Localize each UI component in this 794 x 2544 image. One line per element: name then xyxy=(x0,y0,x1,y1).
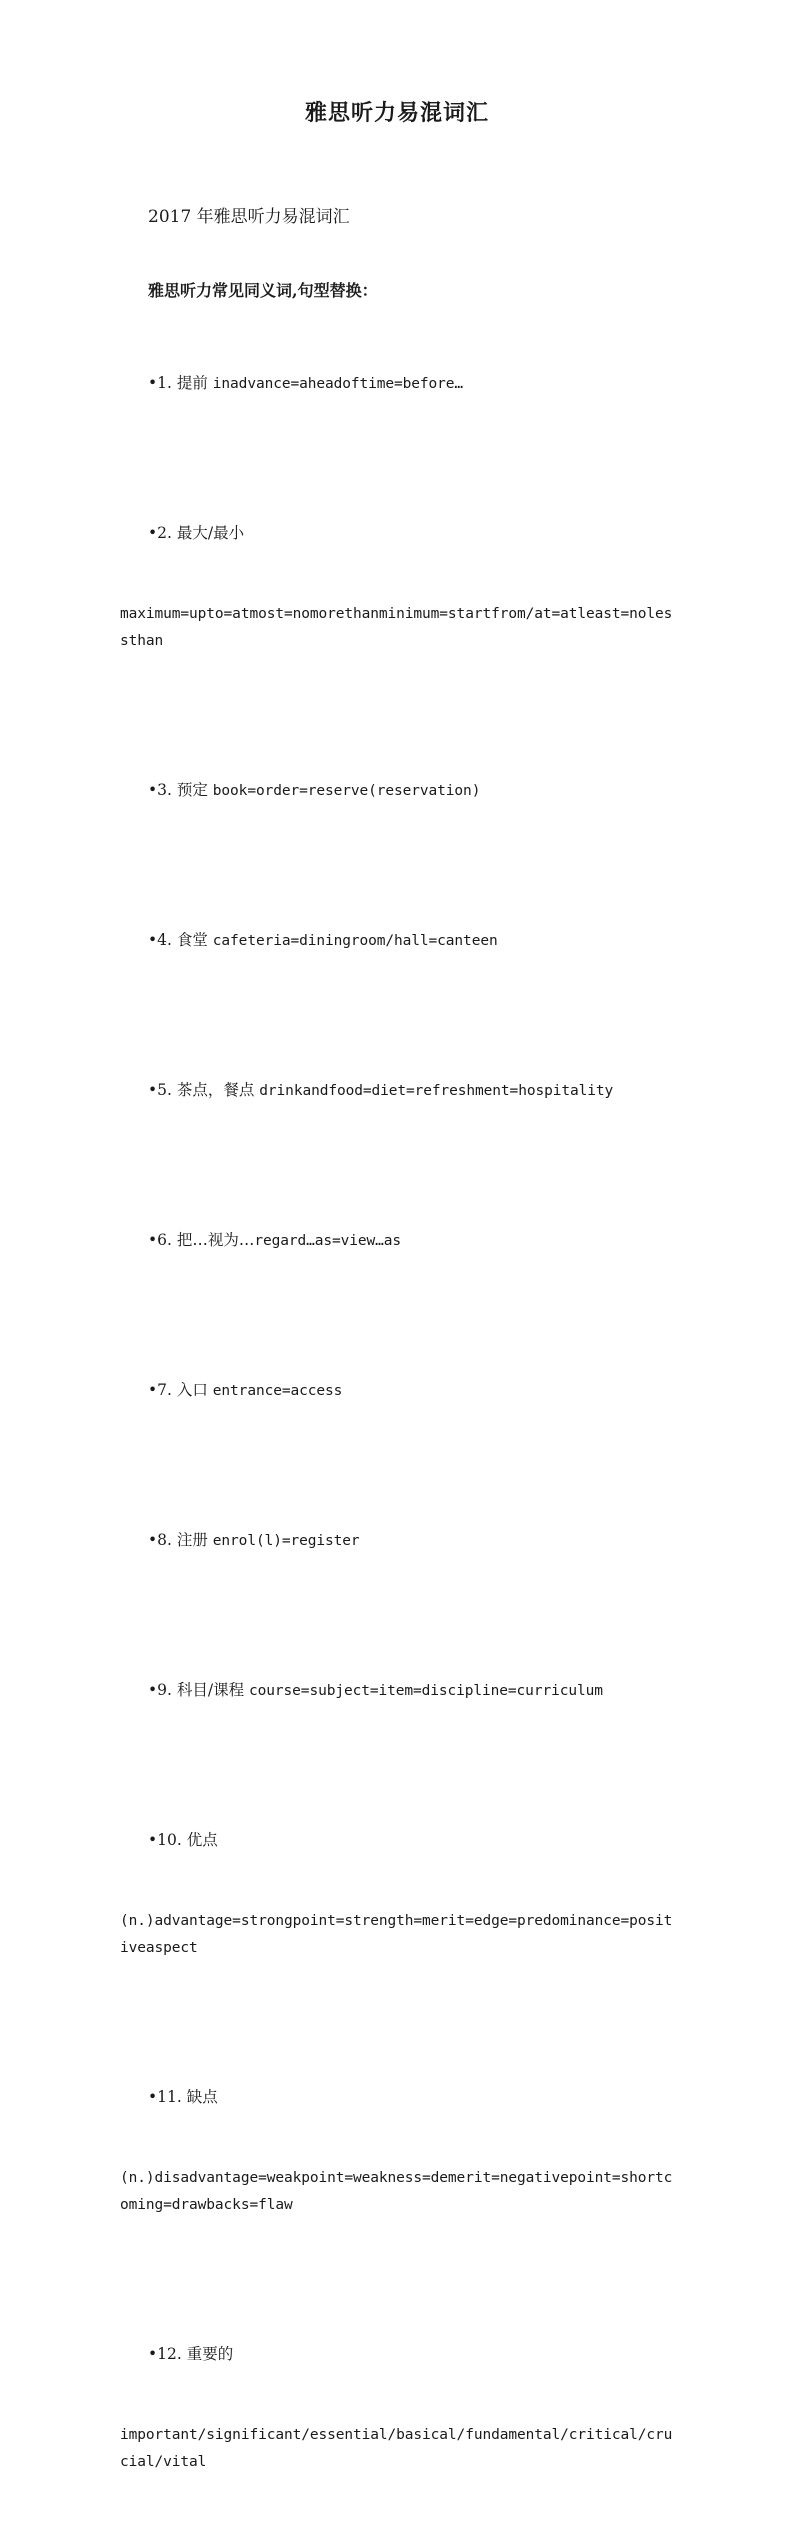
entry-synonyms: (n.)disadvantage=weakpoint=weakness=demerit=negativepoint=shortcoming=drawbacks=flaw xyxy=(120,2170,673,2213)
entry-synonyms: (n.)advantage=strongpoint=strength=merit=edge=predominance=positiveaspect xyxy=(120,1913,673,1956)
list-item xyxy=(120,873,676,1009)
entry-synonyms: drinkandfood=diet=refreshment=hospitality xyxy=(259,1083,614,1099)
entry-synonyms: cafeteria=diningroom/hall=canteen xyxy=(212,933,498,949)
entry-synonyms: maximum=upto=atmost=nomorethanminimum=startfrom/at=atleast=nolessthan xyxy=(120,606,673,649)
entry-label: •8. 注册 xyxy=(148,1531,208,1549)
document-title: 雅思听力易混词汇 xyxy=(304,100,489,126)
list-item xyxy=(120,1023,676,1159)
vocabulary-list xyxy=(120,316,676,2544)
list-item xyxy=(120,1473,676,1609)
entry-label: •3. 预定 xyxy=(148,781,208,799)
entry-label: •1. 提前 xyxy=(148,374,208,392)
list-item xyxy=(120,1323,676,1459)
entry-label: •6. 把…视为… xyxy=(148,1231,255,1249)
entry-synonyms: entrance=access xyxy=(212,1383,343,1399)
list-item xyxy=(120,723,676,859)
entry-synonyms: inadvance=aheadoftime=before… xyxy=(212,376,464,392)
entry-label: •12. 重要的 xyxy=(148,2345,234,2363)
list-item xyxy=(120,2287,676,2530)
entry-label: •11. 缺点 xyxy=(148,2088,218,2106)
entry-synonyms: book=order=reserve(reservation) xyxy=(212,783,481,799)
section-heading: 雅思听力常见同义词,句型替换： xyxy=(148,281,378,300)
list-item xyxy=(120,2030,676,2273)
entry-synonyms: regard…as=view…as xyxy=(254,1233,402,1249)
entry-synonyms: enrol(l)=register xyxy=(212,1533,360,1549)
entry-label: •7. 入口 xyxy=(148,1381,208,1399)
entry-label: •4. 食堂 xyxy=(148,931,208,949)
entry-label: •10. 优点 xyxy=(148,1831,218,1849)
list-item xyxy=(120,466,676,709)
list-item xyxy=(120,316,676,452)
list-item xyxy=(120,1773,676,2016)
entry-label: •9. 科目/课程 xyxy=(148,1681,245,1699)
entry-label: •2. 最大/最小 xyxy=(148,524,245,542)
entry-synonyms: course=subject=item=discipline=curriculum xyxy=(249,1683,603,1699)
list-item xyxy=(120,1173,676,1309)
document-subtitle: 2017 年雅思听力易混词汇 xyxy=(148,207,350,227)
entry-synonyms: important/significant/essential/basical/fundamental/critical/crucial/vital xyxy=(120,2427,673,2470)
entry-label: •5. 茶点，餐点 xyxy=(148,1081,255,1099)
list-item xyxy=(120,1623,676,1759)
